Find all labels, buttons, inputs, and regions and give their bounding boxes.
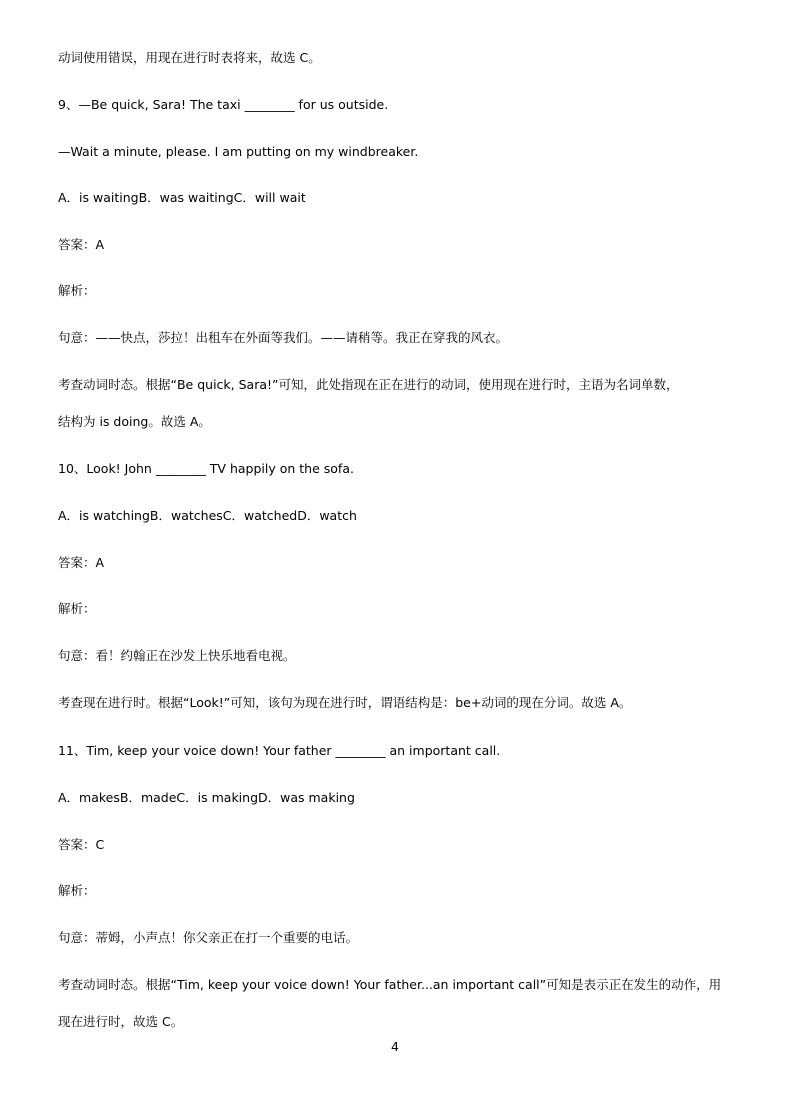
question-10-explanation: 考查现在进行时。根据“Look!”可知，该句为现在进行时，谓语结构是：be+动词的现在分词。故选 A。	[58, 695, 632, 710]
question-11-translation: 句意：蒂姆，小声点！你父亲正在打一个重要的电话。	[58, 930, 359, 945]
question-10-analysis-label: 解析：	[58, 601, 96, 616]
prev-answer-explanation-end: 动词使用错误，用现在进行时表将来，故选 C。	[58, 50, 321, 65]
question-10-translation: 句意：看！约翰正在沙发上快乐地看电视。	[58, 648, 296, 663]
question-10-options: A．is watchingB．watchesC．watchedD．watch	[58, 508, 357, 523]
question-9-translation: 句意：——快点，莎拉！出租车在外面等我们。——请稍等。我正在穿我的风衣。	[58, 330, 509, 345]
page-number: 4	[391, 1039, 399, 1054]
question-9-explanation-cont: 结构为 is doing。故选 A。	[58, 414, 211, 429]
question-11-options: A．makesB．madeC．is makingD．was making	[58, 790, 355, 805]
question-9-options: A．is waitingB．was waitingC．will wait	[58, 190, 306, 205]
question-9-explanation: 考查动词时态。根据“Be quick, Sara!”可知，此处指现在正在进行的动词，使用现在进行时，主语为名词单数，	[58, 377, 679, 392]
question-9-analysis-label: 解析：	[58, 283, 96, 298]
question-9-stem: 9、—Be quick, Sara! The taxi ________ for us outside.	[58, 97, 389, 112]
question-10-stem: 10、Look! John ________ TV happily on the sofa.	[58, 461, 354, 476]
question-11-answer: 答案：C	[58, 837, 105, 852]
question-11-analysis-label: 解析：	[58, 883, 96, 898]
question-11-stem: 11、Tim, keep your voice down! Your father ________ an important call.	[58, 743, 501, 758]
question-9-dialogue: —Wait a minute, please. I am putting on my windbreaker.	[58, 144, 419, 159]
question-11-explanation-cont: 现在进行时，故选 C。	[58, 1014, 184, 1029]
question-10-answer: 答案：A	[58, 555, 105, 570]
question-11-explanation: 考查动词时态。根据“Tim, keep your voice down! Your father...an important call”可知是表示正在发生的动作，用	[58, 977, 722, 992]
question-9-answer: 答案：A	[58, 237, 105, 252]
